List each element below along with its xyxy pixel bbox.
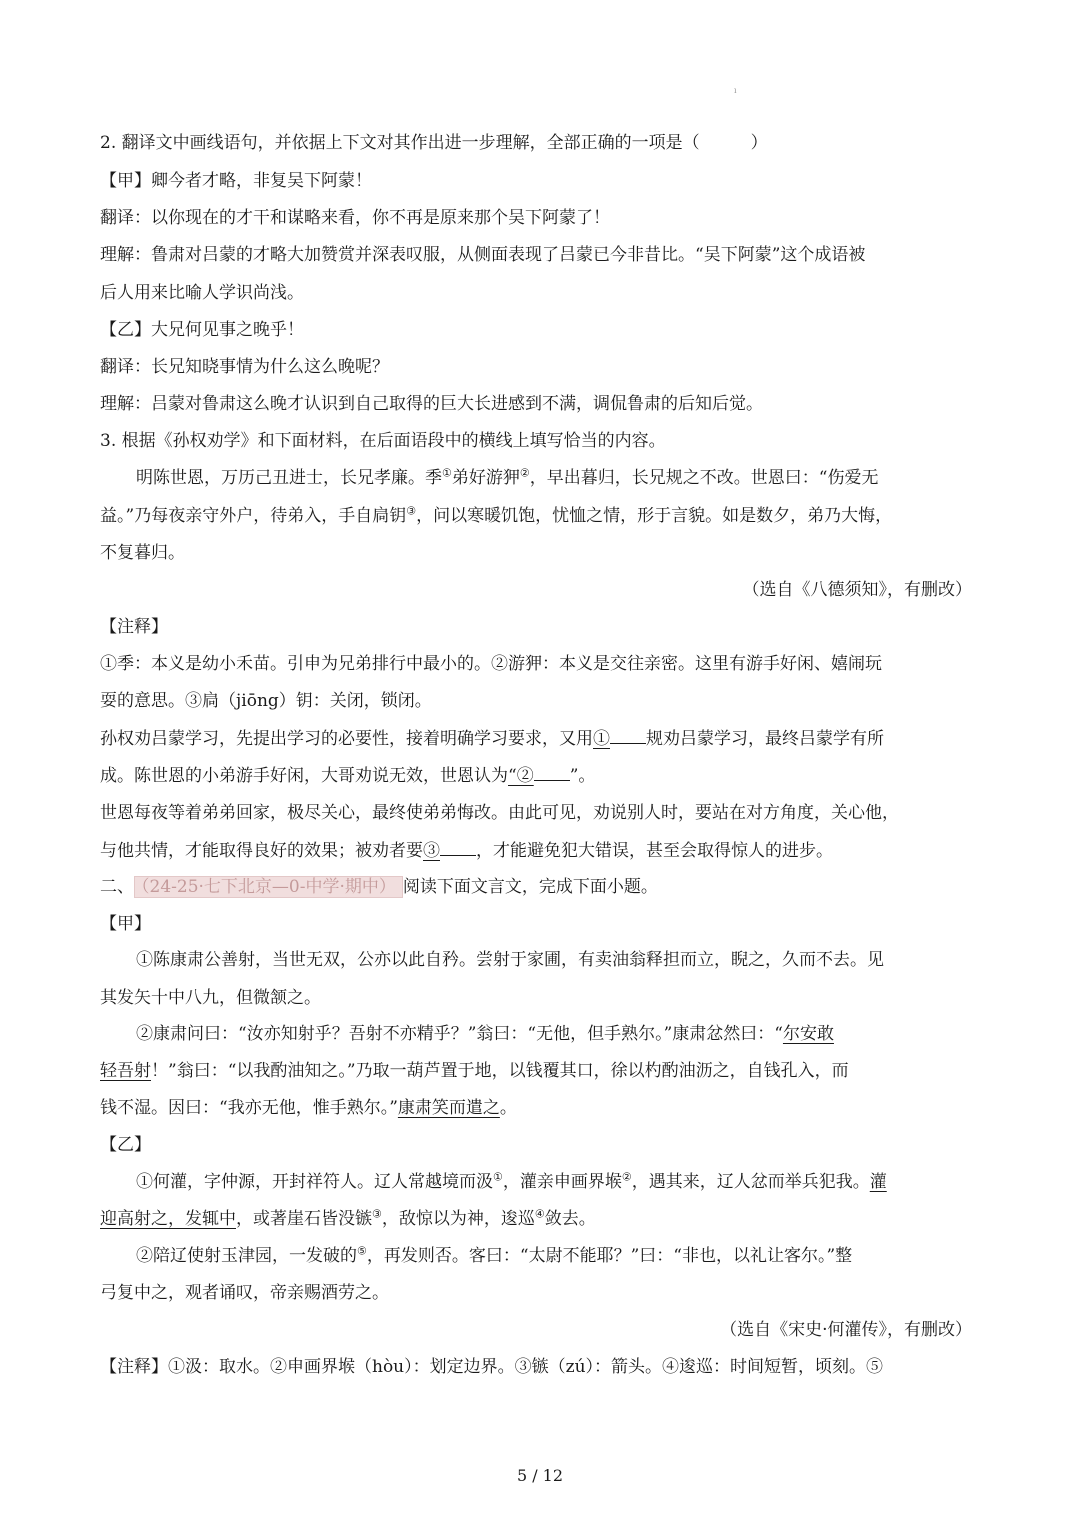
jia-para2-line2: 轻吾射！”翁曰：“以我酌油知之。”乃取一葫芦置于地，以钱覆其口，徐以杓酌油沥之，自钱孔入，而 <box>100 1061 849 1081</box>
fill-blank-2[interactable] <box>534 762 570 781</box>
fill-blank-1[interactable] <box>610 725 646 744</box>
yi-para2-line1: ②陪辽使射玉津园，一发破的⑤，再发则否。客曰：“太尉不能耶？”曰：“非也，以礼让客尔。”整 <box>136 1244 853 1266</box>
yi-para1-line1: ①何灌，字仲源，开封祥符人。辽人常越境而汲①，灌亲申画界堠②，遇其来，辽人忿而举兵犯我。灌 <box>136 1170 887 1192</box>
yi-para1-line2: 迎高射之，发辄中，或著崖石皆没镞③，敌惊以为神，逡巡④敛去。 <box>100 1207 596 1229</box>
q3-passage-line-3: 不复暮归。 <box>100 543 185 563</box>
fill-blank-3[interactable] <box>440 837 476 856</box>
q3-fill-line-1: 孙权劝吕蒙学习，先提出学习的必要性，接着明确学习要求，又用① 规劝吕蒙学习，最终吕蒙学有所 <box>100 725 990 752</box>
page-number: 5 / 12 <box>516 1466 564 1485</box>
jia-para1-line1: ①陈康肃公善射，当世无双，公亦以此自矜。尝射于家圃，有卖油翁释担而立，睨之，久而不去。见 <box>136 950 884 970</box>
q3-source: （选自《八德须知》，有删改） <box>742 580 972 600</box>
section2-source: （选自《宋史·何灌传》，有删改） <box>720 1320 972 1340</box>
q2-jia-translation: 翻译：以你现在的才干和谋略来看，你不再是原来那个吴下阿蒙了！ <box>100 208 610 228</box>
header-mark: ı <box>734 86 737 95</box>
q2-jia-understanding-1: 理解：鲁肃对吕蒙的才略大加赞赏并深表叹服，从侧面表现了吕蒙已今非昔比。“吴下阿蒙”这个成语被 <box>100 245 866 265</box>
section2-yi-title: 【乙】 <box>100 1135 151 1155</box>
q3-fill-line-3: 世恩每夜等着弟弟回家，极尽关心，最终使弟弟悔改。由此可见，劝说别人时，要站在对方角度，关心他， <box>100 803 899 823</box>
jia-para1-line2: 其发矢十中八九，但微颔之。 <box>100 988 321 1008</box>
q3-notes-title: 【注释】 <box>100 617 168 637</box>
q2-prompt: 2. 翻译文中画线语句，并依据上下文对其作出进一步理解，全部正确的一项是（ ） <box>100 133 768 153</box>
q2-yi-translation: 翻译：长兄知晓事情为什么这么晚呢？ <box>100 357 389 377</box>
q3-passage-line-1: 明陈世恩，万历己丑进士，长兄孝廉。季①弟好游狎②，早出暮归，长兄规之不改。世恩曰：“伤爱无 <box>136 466 879 488</box>
q2-jia-sentence: 【甲】卿今者才略，非复吴下阿蒙！ <box>100 171 372 191</box>
q3-fill-line-2: 成。陈世恩的小弟游手好闲，大哥劝说无效，世恩认为“② ”。 <box>100 762 990 789</box>
q2-yi-sentence: 【乙】大兄何见事之晚乎！ <box>100 320 304 340</box>
q3-passage-line-2: 益。”乃每夜亲守外户，待弟入，手自扃钥③，问以寒暖饥饱，忧恤之情，形于言貌。如是数夕，弟乃大悔， <box>100 504 893 526</box>
q3-prompt: 3. 根据《孙权劝学》和下面材料，在后面语段中的横线上填写恰当的内容。 <box>100 431 666 451</box>
yi-para2-line2: 弓复中之，观者诵叹，帝亲赐酒劳之。 <box>100 1283 389 1303</box>
q2-jia-understanding-2: 后人用来比喻人学识尚浅。 <box>100 283 304 303</box>
jia-para2-line3: 钱不湿。因曰：“我亦无他，惟手熟尔。”康肃笑而遣之。 <box>100 1098 517 1118</box>
section2-notes: 【注释】①汲：取水。②申画界堠（hòu）：划定边界。③镞（zú）：箭头。④逡巡：时间短暂，顷刻。⑤ <box>100 1357 884 1377</box>
section2-jia-title: 【甲】 <box>100 914 151 934</box>
section2-heading: 二、 （24-25·七下北京—0-中学·期中） 阅读下面文言文，完成下面小题。 <box>100 877 658 897</box>
q2-yi-understanding: 理解：吕蒙对鲁肃这么晚才认识到自己取得的巨大长进感到不满，调侃鲁肃的后知后觉。 <box>100 394 763 414</box>
q3-notes-line-1: ①季：本义是幼小禾苗。引申为兄弟排行中最小的。②游狎：本义是交往亲密。这里有游手好闲、嬉闹玩 <box>100 654 882 674</box>
q3-fill-line-4: 与他共情，才能取得良好的效果；被劝者要③ ，才能避免犯大错误，甚至会取得惊人的进步。 <box>100 837 990 864</box>
q3-notes-line-2: 耍的意思。③扃（jiōng）钥：关闭，锁闭。 <box>100 691 432 711</box>
jia-para2-line1: ②康肃问曰：“汝亦知射乎？吾射不亦精乎？”翁曰：“无他，但手熟尔。”康肃忿然曰：“尔安敢 <box>136 1024 834 1044</box>
source-tag: （24-25·七下北京—0-中学·期中） <box>134 876 403 898</box>
